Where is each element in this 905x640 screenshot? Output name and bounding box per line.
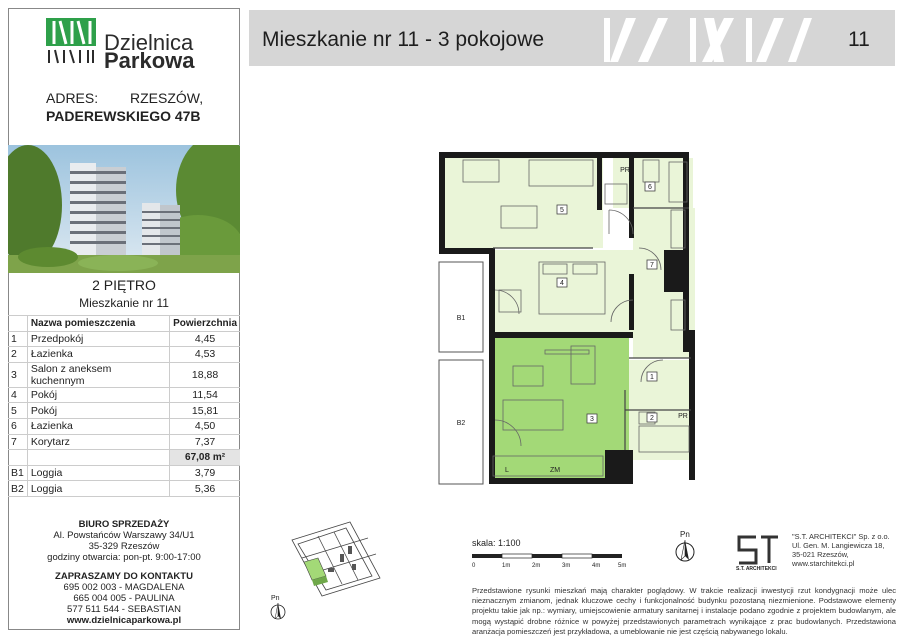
column-header-name: Nazwa pomieszczenia (27, 316, 169, 332)
site-north-arrow-icon (268, 592, 288, 622)
room-number-7: 7 (650, 262, 654, 269)
fixture-label-l: L (505, 467, 509, 474)
north-label: Pn (680, 530, 690, 539)
table-row: B2 Loggia 5,36 (8, 481, 240, 497)
page-title: Mieszkanie nr 11 - 3 pokojowe (262, 28, 545, 51)
table-row: 7 Korytarz 7,37 (8, 434, 240, 450)
website-link[interactable]: www.dzielnicaparkowa.pl (66, 615, 182, 626)
address-label: ADRES: (46, 90, 99, 106)
total-row (8, 450, 240, 466)
fixture-label-zm: ZM (549, 467, 561, 474)
apartment-label: Mieszkanie nr 11 (79, 296, 169, 310)
column-header-area: Powierzchnia (170, 316, 240, 332)
header-stripes-decoration (596, 10, 818, 66)
fixture-label-pr-2: PR (678, 413, 688, 420)
room-number-3: 3 (590, 416, 594, 423)
scale-tick-4: 4m (592, 563, 601, 569)
table-row: 2 Łazienka 4,53 (8, 347, 240, 363)
sales-office-address: Al. Powstańców Warszawy 34/U1 (53, 530, 195, 541)
contact-phone-3: 577 511 544 - SEBASTIAN (67, 604, 181, 615)
scale-tick-0: 0 (472, 563, 476, 569)
address-city: RZESZÓW, (130, 90, 204, 106)
table-row: B1 Loggia 3,79 (8, 465, 240, 481)
table-header-row (8, 316, 240, 332)
disclaimer-text: Przedstawione rysunki mieszkań mają charakter poglądowy. W trakcie realizacji inwestycji rzut kondygnacji może ulec nieznacznym zmianom, jednak kluczowe cechy i funkcjonalność budynku pozostaną niezmienione. Podstawowe elementy projektu takie jak np.: wymiary, umiejscowienie armatury sanitarnej i instalacje podano zgodnie z projektem budowlanym, ale mogą wystąpić drobne różnice w powyżej przedstawionych parametrach wynikające z prac budowlanych. Przedstawiona aranżacja pomieszczeń jest przykładowa, a umeblowanie nie jest częścią nabywanego lokalu. (472, 586, 896, 636)
sales-office-city: 35-329 Rzeszów (88, 541, 160, 552)
contact-phone-2: 665 004 005 - PAULINA (73, 593, 175, 604)
contact-title: ZAPRASZAMY DO KONTAKTU (55, 571, 193, 582)
scale-tick-2: 2m (532, 563, 541, 569)
room-number-5: 5 (560, 207, 564, 214)
room-number-4: 4 (560, 280, 564, 287)
scale-label: skala: 1:100 (472, 538, 521, 548)
sales-office-hours: godziny otwarcia: pon-pt. 9:00-17:00 (47, 552, 201, 563)
north-arrow-icon (674, 528, 696, 566)
room-number-2: 2 (650, 415, 654, 422)
brand-logo-mark (46, 18, 96, 64)
address-street: PADEREWSKIEGO 47B (46, 108, 201, 124)
scale-tick-5: 5m (618, 563, 627, 569)
scale-tick-3: 3m (562, 563, 571, 569)
sales-office-title: BIURO SPRZEDAŻY (78, 519, 170, 530)
brand-name-line1: Dzielnica (104, 30, 194, 55)
apartment-number: 11 (848, 28, 870, 51)
room-number-1: 1 (650, 374, 654, 381)
fixture-label-pr-1: PR (620, 167, 630, 174)
site-key-plan (288, 518, 388, 626)
rooms-table (8, 315, 240, 497)
table-row: 3 Salon z aneksem kuchennym 18,88 (8, 362, 240, 387)
loggia-label-b1: B1 (456, 315, 466, 322)
room-number-6: 6 (648, 184, 652, 191)
site-north-label: Pn (271, 595, 280, 602)
scale-tick-1: 1m (502, 563, 511, 569)
floor-plan (433, 150, 698, 490)
table-row: 6 Łazienka 4,50 (8, 418, 240, 434)
contact-phone-1: 695 002 003 - MAGDALENA (63, 582, 185, 593)
building-photo (8, 145, 240, 273)
total-area: 67,08 m² (170, 450, 240, 466)
floor-label: 2 PIĘTRO (92, 277, 156, 293)
scale-bar (472, 552, 632, 570)
brand-name-line2: Parkowa (104, 48, 195, 73)
architect-details: "S.T. ARCHITEKCI" Sp. z o.o. Ul. Gen. M. Langiewicza 18, 35-021 Rzeszów, www.starchitekci.pl (792, 532, 890, 568)
table-row: 1 Przedpokój 4,45 (8, 331, 240, 347)
loggia-label-b2: B2 (456, 420, 466, 427)
table-row: 5 Pokój 15,81 (8, 403, 240, 419)
architect-logo-caption: S.T. ARCHITEKCI (736, 566, 777, 572)
table-row: 4 Pokój 11,54 (8, 387, 240, 403)
